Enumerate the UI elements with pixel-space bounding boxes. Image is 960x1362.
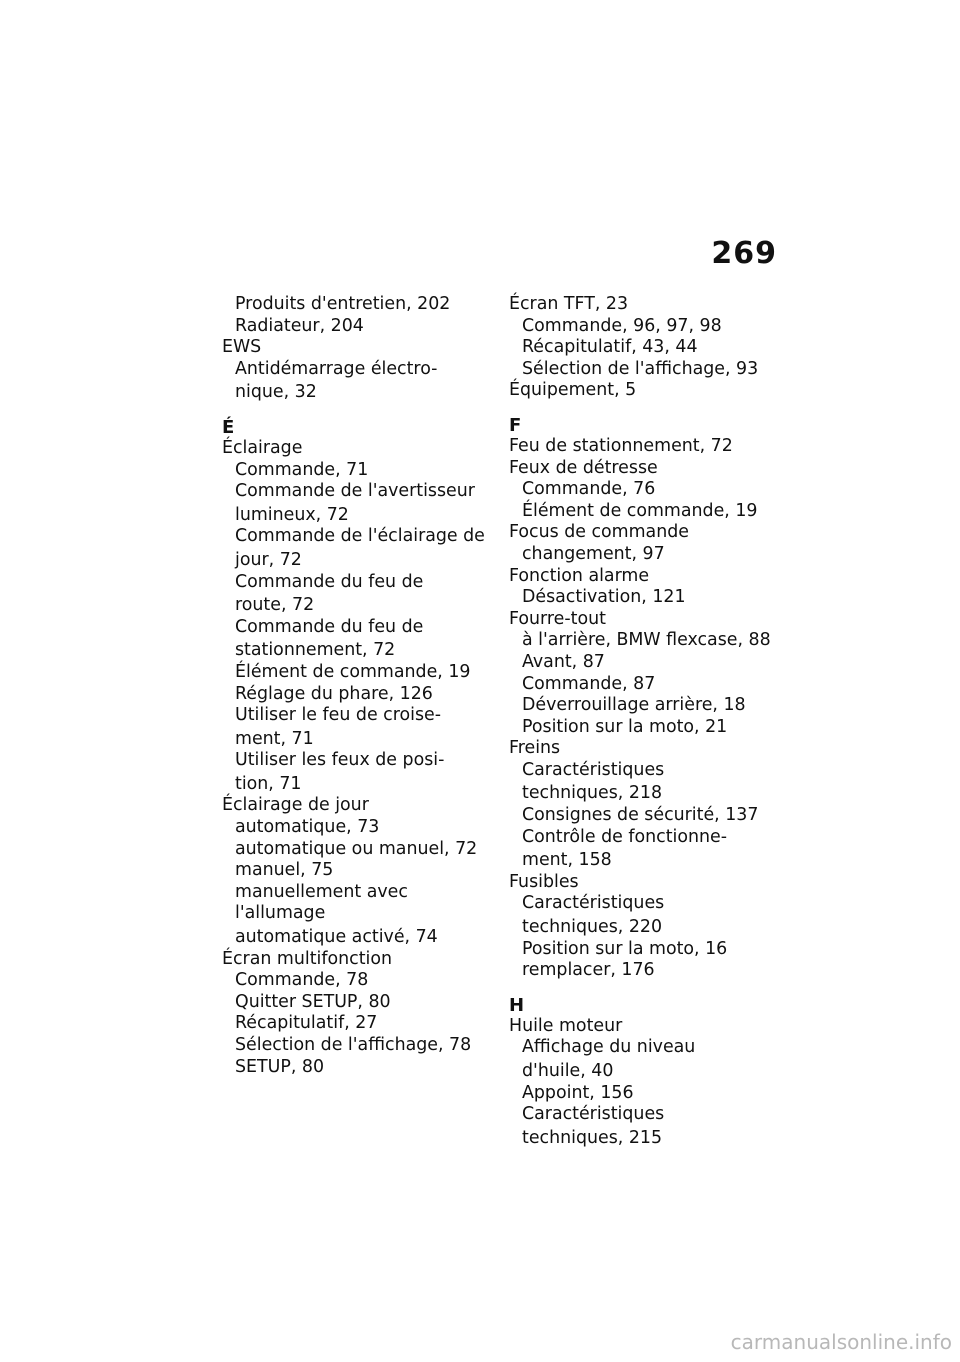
index-entry	[222, 949, 492, 971]
index-entry-text: manuellement avec l'allumage	[235, 881, 408, 924]
index-subentry	[509, 359, 779, 381]
index-entry-text: Commande, 96, 97, 98	[522, 315, 722, 336]
index-entry-text: Appoint, 156	[522, 1082, 634, 1103]
index-entry-text: Fourre-tout	[509, 608, 606, 629]
index-entry-text: à l'arrière, BMW flexcase, 88	[522, 630, 771, 651]
index-subentry	[509, 1104, 779, 1149]
index-subentry	[222, 750, 492, 795]
index-entry-text: Huile moteur	[509, 1015, 623, 1036]
index-subentry	[222, 662, 492, 684]
index-subentry	[509, 587, 779, 609]
index-entry-text: Déverrouillage arrière, 18	[522, 695, 746, 716]
index-entry-text: F	[509, 414, 522, 436]
index-entry-text: Caractéristiques	[522, 893, 665, 914]
index-subentry	[509, 501, 779, 523]
index-subentry	[222, 1013, 492, 1035]
index-entry-text: Récapitulatif, 27	[235, 1013, 378, 1034]
index-entry-text: Élément de commande, 19	[235, 661, 471, 682]
index-entry-text: Commande de l'éclairage de	[235, 526, 485, 547]
index-entry-text: manuel, 75	[235, 860, 334, 881]
index-subentry	[222, 526, 492, 571]
index-entry-continuation: tion, 71	[235, 773, 302, 794]
index-entry-text: Sélection de l'affichage, 93	[522, 358, 759, 379]
index-subentry	[509, 544, 779, 566]
index-subentry	[509, 479, 779, 501]
index-subentry	[509, 337, 779, 359]
index-entry-text: Position sur la moto, 16	[522, 938, 728, 959]
index-subentry	[222, 817, 492, 839]
index-subentry	[222, 294, 492, 316]
index-subentry	[222, 684, 492, 706]
index-entry	[509, 436, 779, 458]
index-entry	[509, 458, 779, 480]
index-entry-text: Consignes de sécurité, 137	[522, 805, 759, 826]
index-entry	[222, 337, 492, 359]
index-letter-heading	[509, 996, 779, 1016]
index-column-left	[222, 294, 492, 1078]
index-entry-text: Équipement, 5	[509, 380, 637, 401]
index-entry-text: Feu de stationnement, 72	[509, 435, 733, 456]
page-number: 269	[711, 236, 777, 271]
index-subentry	[222, 860, 492, 882]
index-subentry	[222, 316, 492, 338]
index-subentry	[509, 695, 779, 717]
index-entry-text: Produits d'entretien, 202	[235, 294, 451, 314]
index-subentry	[222, 1057, 492, 1079]
index-entry-text: Quitter SETUP, 80	[235, 991, 391, 1012]
index-subentry	[509, 1037, 779, 1082]
index-column-right	[509, 294, 779, 1149]
index-subentry	[222, 839, 492, 861]
index-entry-text: Feux de détresse	[509, 457, 658, 478]
index-entry-text: SETUP, 80	[235, 1056, 325, 1077]
index-entry-text: É	[222, 416, 235, 438]
index-entry-text: Utiliser le feu de croise-	[235, 705, 442, 726]
index-subentry	[509, 805, 779, 827]
index-entry-text: Fusibles	[509, 871, 579, 892]
index-entry-text: Commande, 87	[522, 673, 656, 694]
index-entry-text: Éclairage de jour	[222, 795, 369, 816]
index-entry	[509, 294, 779, 316]
index-entry-text: EWS	[222, 337, 262, 358]
index-entry-text: Éclairage	[222, 437, 303, 458]
index-entry-text: Réglage du phare, 126	[235, 683, 433, 704]
index-entry-continuation: automatique activé, 74	[235, 927, 438, 948]
index-entry-continuation: stationnement, 72	[235, 640, 396, 661]
index-entry-text: automatique, 73	[235, 817, 380, 838]
index-entry-text: Commande, 78	[235, 970, 369, 991]
index-entry-text: Caractéristiques	[522, 1104, 665, 1125]
index-subentry	[509, 760, 779, 805]
index-subentry	[222, 970, 492, 992]
index-entry-continuation: techniques, 215	[522, 1127, 663, 1148]
index-entry-text: Caractéristiques	[522, 759, 665, 780]
index-subentry	[222, 992, 492, 1014]
index-entry	[509, 380, 779, 402]
index-subentry	[222, 572, 492, 617]
index-letter-heading	[509, 416, 779, 436]
index-entry	[509, 566, 779, 588]
index-entry-text: H	[509, 994, 525, 1016]
index-subentry	[509, 674, 779, 696]
index-subentry	[222, 617, 492, 662]
index-entry-text: Affichage du niveau	[522, 1037, 696, 1058]
index-letter-heading	[222, 418, 492, 438]
index-entry-continuation: ment, 158	[522, 850, 612, 871]
index-entry-continuation: techniques, 218	[522, 783, 663, 804]
index-subentry	[509, 652, 779, 674]
index-entry-continuation: jour, 72	[235, 549, 302, 570]
index-entry-text: Élément de commande, 19	[522, 500, 758, 521]
index-subentry	[509, 316, 779, 338]
index-entry-text: Commande du feu de	[235, 616, 424, 637]
index-entry-continuation: route, 72	[235, 595, 315, 616]
index-entry-text: Écran TFT, 23	[509, 294, 629, 314]
index-entry-text: Freins	[509, 738, 561, 759]
index-entry-continuation: lumineux, 72	[235, 504, 349, 525]
index-entry-text: Fonction alarme	[509, 565, 650, 586]
index-entry	[509, 609, 779, 631]
index-entry-text: Radiateur, 204	[235, 315, 364, 336]
index-entry-text: Avant, 87	[522, 651, 605, 672]
index-entry-text: Sélection de l'affichage, 78	[235, 1035, 472, 1055]
index-entry-continuation: nique, 32	[235, 382, 317, 403]
index-subentry	[222, 1035, 492, 1057]
index-subentry	[509, 939, 779, 961]
index-entry	[509, 1016, 779, 1038]
index-subentry	[222, 460, 492, 482]
index-entry	[509, 872, 779, 894]
watermark: carmanualsonline.info	[730, 1330, 952, 1354]
index-subentry	[222, 481, 492, 526]
index-entry-text: Commande de l'avertisseur	[235, 481, 475, 502]
index-entry-text: Position sur la moto, 21	[522, 716, 728, 737]
index-subentry	[509, 827, 779, 872]
index-entry-text: remplacer, 176	[522, 960, 655, 981]
index-subentry	[509, 893, 779, 938]
index-entry	[222, 438, 492, 460]
index-entry-text: Commande du feu de	[235, 571, 424, 592]
index-subentry	[222, 705, 492, 750]
index-entry	[222, 795, 492, 817]
index-entry-text: Contrôle de fonctionne-	[522, 826, 728, 847]
index-entry-text: Désactivation, 121	[522, 587, 686, 608]
index-entry-text: Utiliser les feux de posi-	[235, 750, 445, 771]
index-subentry	[222, 882, 492, 949]
index-entry-continuation: ment, 71	[235, 728, 314, 749]
index-subentry	[509, 717, 779, 739]
index-entry-text: changement, 97	[522, 543, 665, 564]
index-entry-text: Commande, 71	[235, 459, 369, 480]
index-entry-text: automatique ou manuel, 72	[235, 838, 478, 859]
index-entry-text: Écran multifonction	[222, 948, 393, 969]
index-entry-continuation: techniques, 220	[522, 917, 663, 938]
index-entry	[509, 738, 779, 760]
index-entry-text: Commande, 76	[522, 479, 656, 500]
index-subentry	[509, 630, 779, 652]
index-entry-text: Antidémarrage électro-	[235, 358, 438, 379]
index-entry	[509, 522, 779, 544]
index-subentry	[222, 359, 492, 404]
index-entry-text: Récapitulatif, 43, 44	[522, 337, 698, 358]
index-entry-continuation: d'huile, 40	[522, 1061, 614, 1081]
index-subentry	[509, 960, 779, 982]
index-subentry	[509, 1083, 779, 1105]
index-entry-text: Focus de commande	[509, 522, 689, 543]
